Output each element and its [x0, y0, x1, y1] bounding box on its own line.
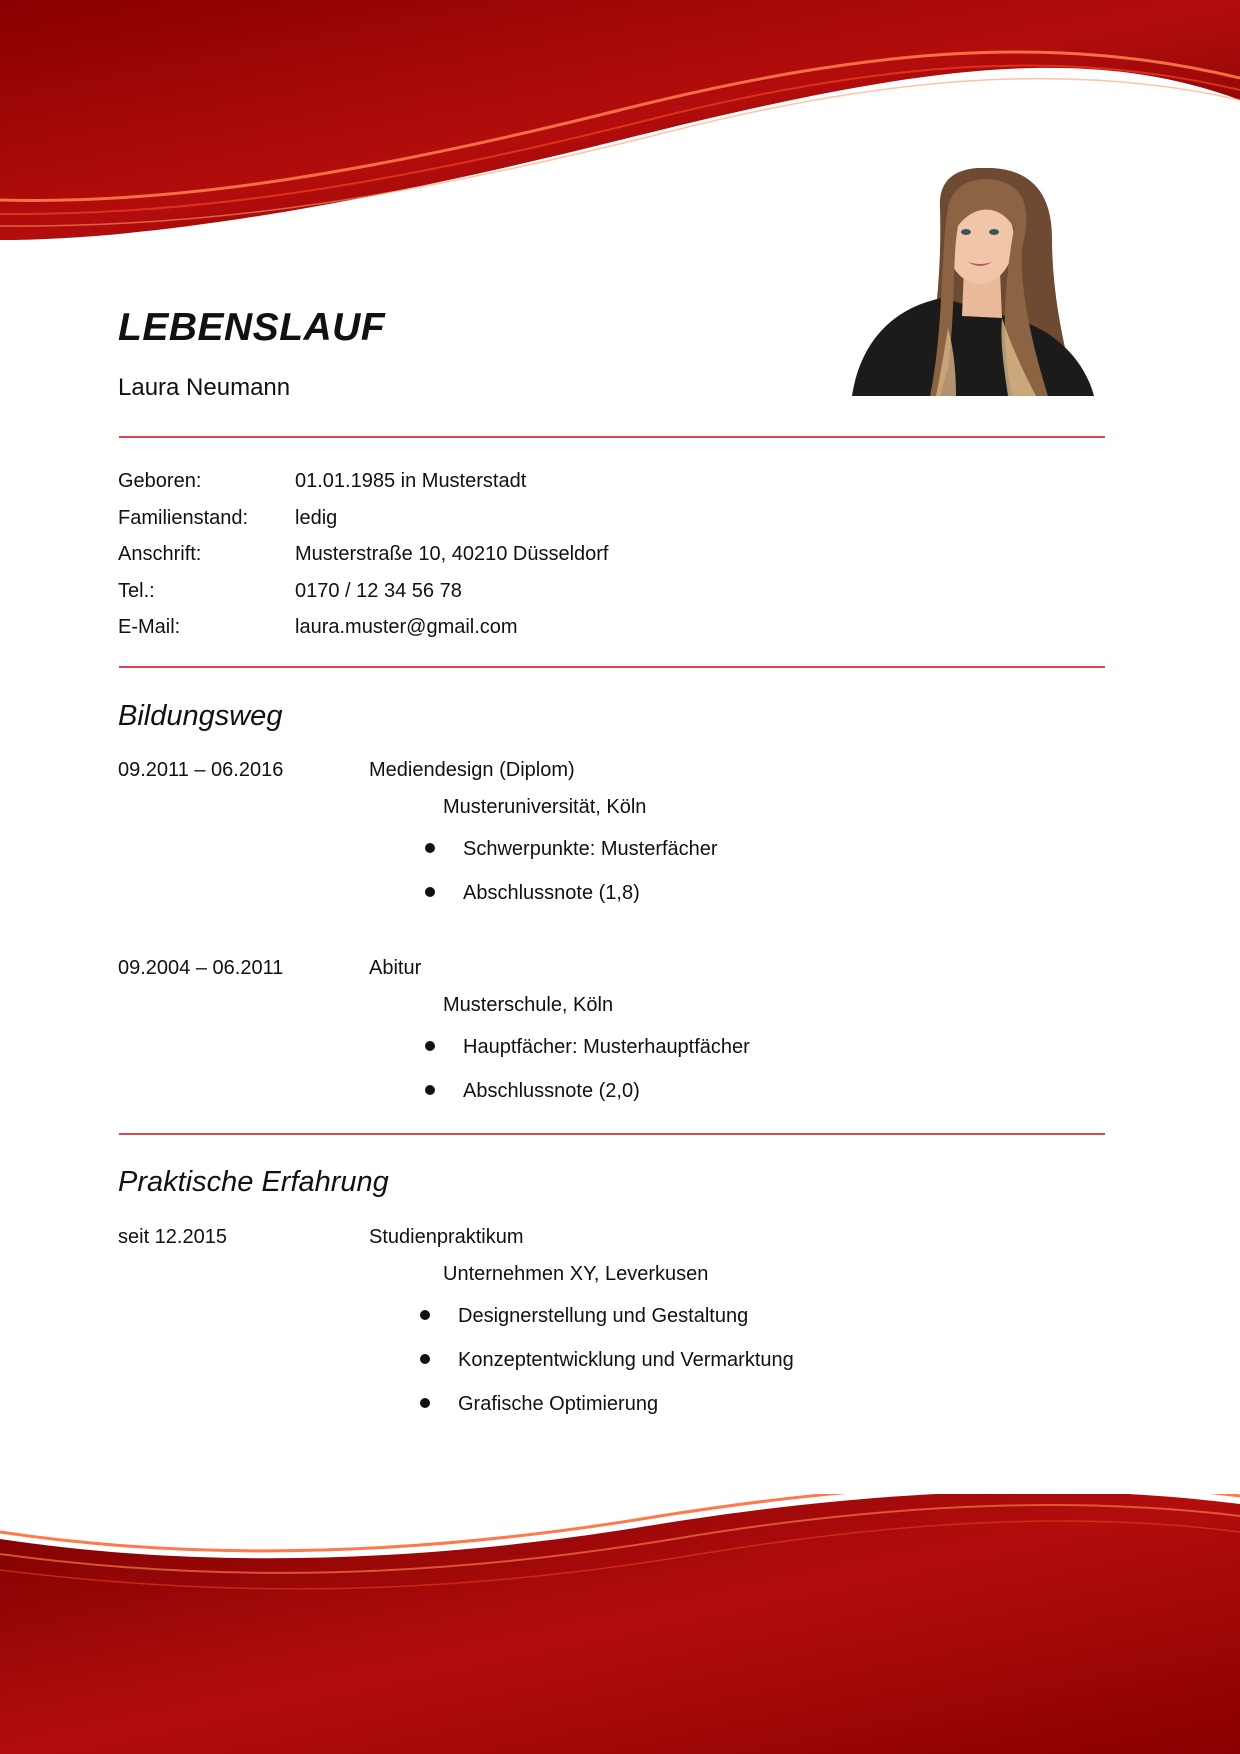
entry-company: Unternehmen XY, Leverkusen [443, 1263, 709, 1285]
entry-title: Studienpraktikum [369, 1226, 524, 1248]
info-row-marital-status [118, 505, 1018, 542]
list-item-text: Abschlussnote (1,8) [463, 882, 640, 904]
divider-line [119, 666, 1105, 668]
info-value: ledig [295, 506, 338, 529]
section-heading-experience: Praktische Erfahrung [118, 1166, 389, 1198]
info-label: Familienstand: [118, 506, 249, 529]
bottom-wave-decoration [0, 1494, 1240, 1754]
info-label: Anschrift: [118, 543, 202, 565]
info-value: Musterstraße 10, 40210 Düsseldorf [295, 543, 609, 565]
bullet-icon [420, 1354, 430, 1364]
bullet-icon [425, 1041, 435, 1051]
list-item-text: Designerstellung und Gestaltung [458, 1305, 749, 1327]
entry-institution: Musterschule, Köln [443, 994, 614, 1016]
personal-info [118, 468, 1018, 651]
email-link[interactable]: laura.muster@gmail.com [295, 616, 518, 638]
entry-title: Abitur [369, 957, 422, 979]
divider-line [119, 1133, 1105, 1135]
bullet-icon [420, 1398, 430, 1408]
list-item-text: Konzeptentwicklung und Vermarktung [458, 1349, 794, 1371]
info-row-phone [118, 578, 1018, 615]
list-item-text: Abschlussnote (2,0) [463, 1080, 640, 1102]
info-value: 01.01.1985 in Musterstadt [295, 470, 527, 492]
applicant-name: Laura Neumann [118, 374, 291, 401]
list-item-text: Grafische Optimierung [458, 1393, 659, 1415]
entry-title: Mediendesign (Diplom) [369, 759, 575, 781]
list-item-text: Hauptfächer: Musterhauptfächer [463, 1036, 750, 1058]
divider-line [119, 436, 1105, 438]
entry-date: 09.2011 – 06.2016 [118, 759, 284, 781]
document-title: LEBENSLAUF [118, 306, 386, 349]
entry-date: seit 12.2015 [118, 1226, 227, 1248]
bullet-icon [420, 1310, 430, 1320]
bullet-icon [425, 843, 435, 853]
info-label: E-Mail: [118, 616, 181, 638]
info-value: 0170 / 12 34 56 78 [295, 579, 462, 602]
section-heading-education: Bildungsweg [118, 700, 283, 732]
profile-photo [852, 168, 1098, 396]
entry-date: 09.2004 – 06.2011 [118, 957, 284, 979]
info-row-address [118, 541, 1018, 578]
info-row-email [118, 614, 1018, 651]
info-label: Tel.: [118, 579, 155, 602]
entry-institution: Musteruniversität, Köln [443, 796, 647, 818]
bullet-icon [425, 1085, 435, 1095]
bullet-icon [425, 887, 435, 897]
info-label: Geboren: [118, 470, 202, 492]
list-item-text: Schwerpunkte: Musterfächer [463, 838, 718, 860]
info-row-birth [118, 468, 1018, 505]
